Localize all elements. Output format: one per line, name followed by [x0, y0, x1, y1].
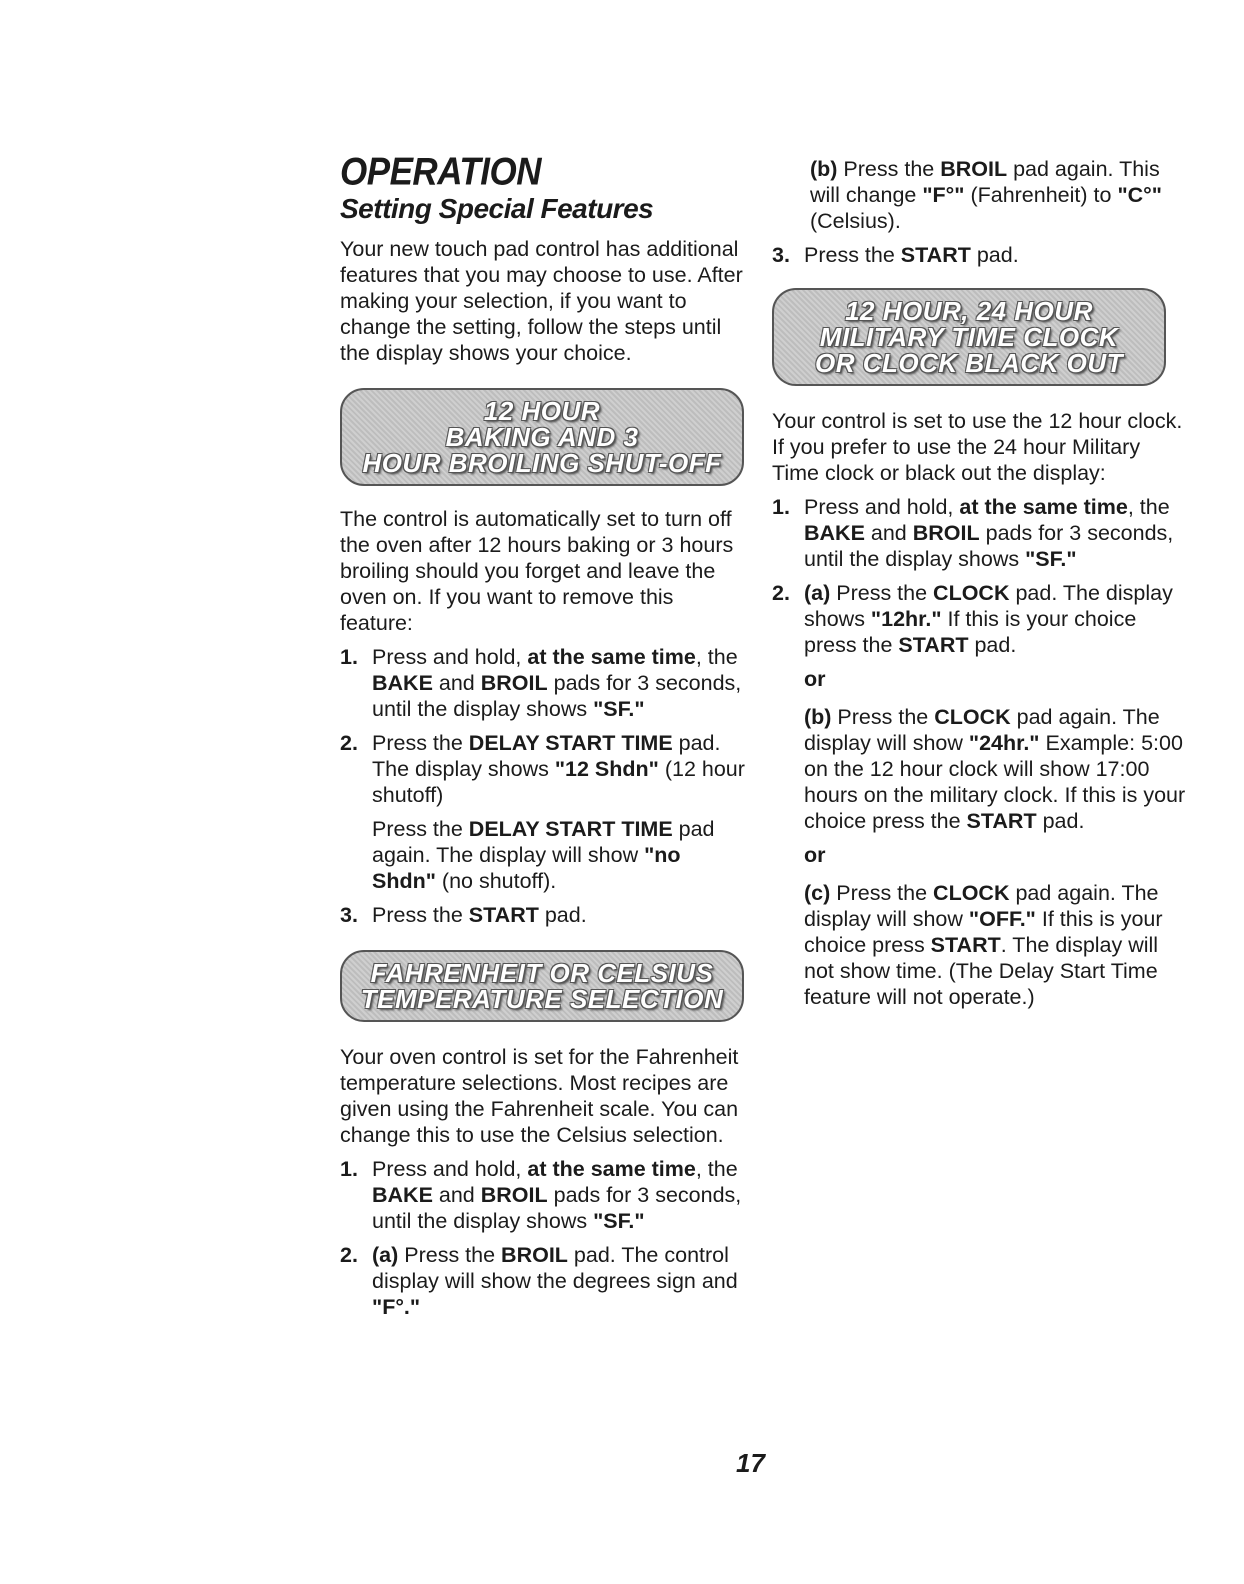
clock-step-1: 1. Press and hold, at the same time, the BAKE and BROIL pads for 3 seconds, until the display shows "SF.": [772, 495, 1174, 571]
shutoff-step-2-continued: Press the DELAY START TIME pad again. The display will show "no Shdn" (no shutoff).: [372, 817, 715, 893]
banner-line: HOUR BROILING SHUT-OFF: [362, 448, 722, 478]
shutoff-banner: [340, 388, 744, 486]
banner-line: MILITARY TIME CLOCK: [819, 322, 1119, 352]
temperature-step-1: 1. Press and hold, at the same time, the BAKE and BROIL pads for 3 seconds, until the display shows "SF.": [340, 1157, 742, 1233]
intro-paragraph: Your new touch pad control has additional features that you may choose to use. After making your selection, if you want to change the setting, follow the steps until the display shows your choice.: [340, 237, 743, 365]
temperature-step-3: 3. Press the START pad.: [772, 243, 1019, 267]
clock-intro: Your control is set to use the 12 hour clock. If you prefer to use the 24 hour Military Time clock or black out the display:: [772, 409, 1183, 485]
clock-step-2b: (b) Press the CLOCK pad again. The display will show "24hr." Example: 5:00 on the 12 hour clock will show 17:00 hours on the military clock. If this is your choice press the START pad.: [804, 705, 1186, 833]
right-column: [772, 156, 1192, 1018]
banner-line: BAKING AND 3: [445, 422, 639, 452]
temperature-step-2a: 2. (a) Press the BROIL pad. The control display will show the degrees sign and "F°.": [340, 1243, 738, 1319]
page-title: Setting Special Features: [340, 193, 654, 224]
shutoff-step-3: 3. Press the START pad.: [340, 903, 587, 927]
banner-line: OR CLOCK BLACK OUT: [815, 348, 1123, 378]
banner-line: 12 HOUR, 24 HOUR: [845, 296, 1093, 326]
section-heading: OPERATION: [340, 149, 541, 194]
banner-line: TEMPERATURE SELECTION: [360, 984, 724, 1014]
or-separator: or: [804, 843, 826, 867]
shutoff-intro: The control is automatically set to turn off the oven after 12 hours baking or 3 hours broiling should you forget and leave the oven on. If you want to remove this feature:: [340, 507, 734, 635]
page-number: 17: [736, 1448, 765, 1478]
banner-line: FAHRENHEIT OR CELSIUS: [370, 958, 714, 988]
temperature-step-2b: (b) Press the BROIL pad again. This will change "F°" (Fahrenheit) to "C°" (Celsius).: [810, 157, 1162, 233]
or-separator: or: [804, 667, 826, 691]
shutoff-step-2: 2. Press the DELAY START TIME pad. The display shows "12 Shdn" (12 hour shutoff) Press the DELAY START TIME pad again. The display will show "no Shdn" (no shutoff).: [340, 730, 750, 894]
clock-step-2: 2. (a) Press the CLOCK pad. The display shows "12hr." If this is your choice press the START pad. or (b) Press the CLOCK pad again. The display will show "24hr." Example: 5:00 on the 12 hour clock will show 17:00 hours on the military clock. If this is your choice press the START pad. or (c) Press the CLOCK pad again. The display will show "OFF." If this is your choice press START. The display will not show time. (The Delay Start Time feature will not operate.): [772, 580, 1192, 1010]
clock-step-2a: (a) Press the CLOCK pad. The display shows "12hr." If this is your choice press the START pad.: [804, 581, 1173, 657]
banner-line: 12 HOUR: [483, 396, 601, 426]
left-column: [340, 149, 750, 1328]
temperature-intro: Your oven control is set for the Fahrenheit temperature selections. Most recipes are given using the Fahrenheit scale. You can change this to use the Celsius selection.: [340, 1045, 739, 1147]
temperature-banner: [340, 950, 744, 1022]
clock-step-2c: (c) Press the CLOCK pad again. The display will show "OFF." If this is your choice press START. The display will not show time. (The Delay Start Time feature will not operate.): [804, 881, 1163, 1009]
clock-banner: [772, 288, 1166, 386]
shutoff-step-1: 1. Press and hold, at the same time, the BAKE and BROIL pads for 3 seconds, until the display shows "SF.": [340, 645, 742, 721]
